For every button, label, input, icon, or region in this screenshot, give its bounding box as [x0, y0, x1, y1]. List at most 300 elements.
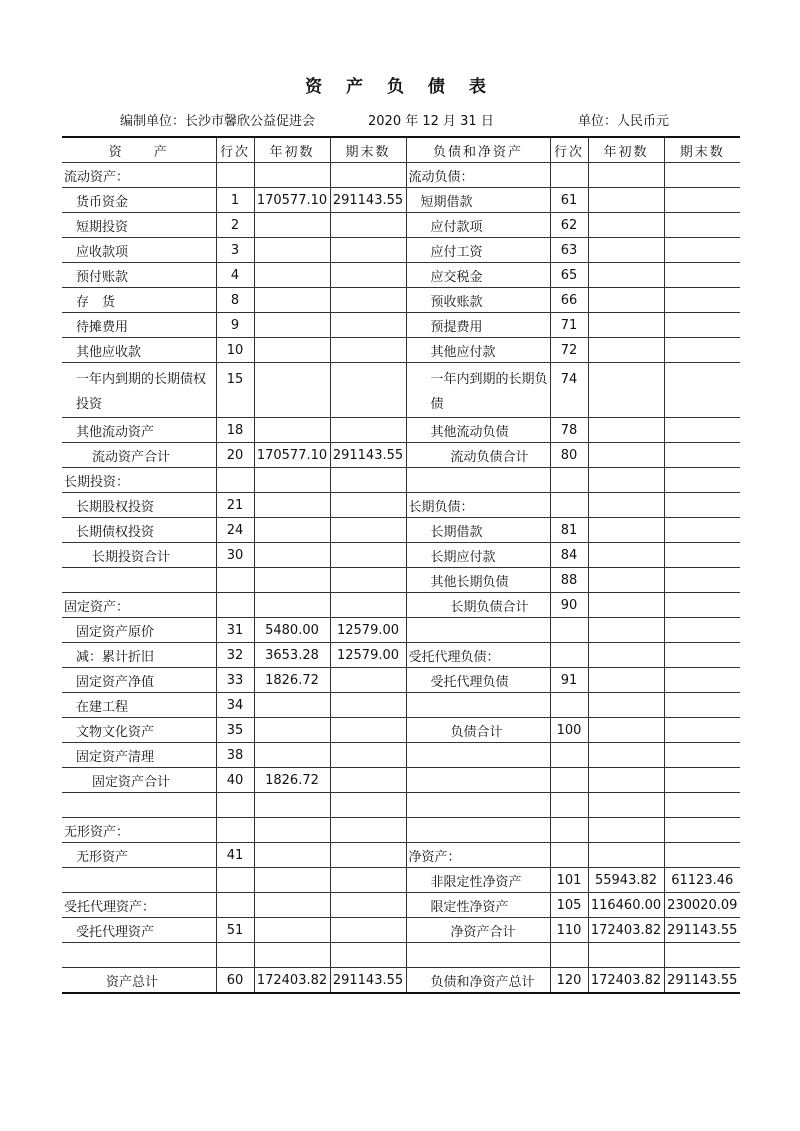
liability-ending	[664, 618, 740, 643]
table-row	[62, 338, 740, 363]
liability-beginning	[588, 843, 664, 868]
liability-line-no: 88	[550, 568, 588, 593]
liability-line-no	[550, 743, 588, 768]
asset-ending	[330, 668, 406, 693]
liability-beginning: 172403.82	[588, 918, 664, 943]
asset-line-no: 10	[216, 338, 254, 363]
asset-item: 无形资产	[62, 843, 216, 868]
asset-beginning	[254, 338, 330, 363]
asset-beginning	[254, 818, 330, 843]
asset-ending	[330, 718, 406, 743]
asset-line-no	[216, 943, 254, 968]
table-row	[62, 213, 740, 238]
asset-ending	[330, 543, 406, 568]
liability-line-no	[550, 818, 588, 843]
liability-line-no	[550, 768, 588, 793]
table-row	[62, 188, 740, 213]
liability-item: 净资产：	[406, 843, 550, 868]
table-row	[62, 743, 740, 768]
asset-beginning	[254, 543, 330, 568]
reporting-unit: 编制单位：长沙市馨欣公益促进会	[120, 114, 316, 129]
header-line-no-right: 行次	[550, 137, 588, 163]
asset-ending	[330, 238, 406, 263]
liability-line-no: 61	[550, 188, 588, 213]
liability-line-no	[550, 693, 588, 718]
liability-item: 其他流动负债	[406, 418, 550, 443]
liability-beginning	[588, 418, 664, 443]
liability-ending	[664, 493, 740, 518]
asset-item: 资产总计	[62, 968, 216, 994]
asset-beginning	[254, 718, 330, 743]
table-row	[62, 593, 740, 618]
liability-item	[406, 793, 550, 818]
header-ending-balance: 期末数	[330, 137, 406, 163]
liability-line-no: 62	[550, 213, 588, 238]
liability-item: 负债合计	[406, 718, 550, 743]
liability-line-no: 72	[550, 338, 588, 363]
asset-item: 减：累计折旧	[62, 643, 216, 668]
liability-item: 限定性净资产	[406, 893, 550, 918]
asset-beginning	[254, 163, 330, 188]
liability-ending	[664, 768, 740, 793]
table-row	[62, 643, 740, 668]
asset-beginning	[254, 468, 330, 493]
header-beginning-balance: 年初数	[254, 137, 330, 163]
asset-line-no: 2	[216, 213, 254, 238]
liability-ending	[664, 288, 740, 313]
liability-beginning	[588, 163, 664, 188]
asset-ending: 12579.00	[330, 643, 406, 668]
liability-item: 受托代理负债：	[406, 643, 550, 668]
asset-item: 固定资产净值	[62, 668, 216, 693]
asset-beginning: 1826.72	[254, 668, 330, 693]
header-beginning-balance-right: 年初数	[588, 137, 664, 163]
table-body	[62, 163, 740, 994]
asset-item: 长期投资：	[62, 468, 216, 493]
asset-ending	[330, 693, 406, 718]
asset-line-no	[216, 868, 254, 893]
asset-ending: 291143.55	[330, 188, 406, 213]
asset-ending	[330, 768, 406, 793]
asset-item	[62, 868, 216, 893]
liability-item: 应付款项	[406, 213, 550, 238]
asset-item: 受托代理资产	[62, 918, 216, 943]
table-row	[62, 163, 740, 188]
liability-line-no	[550, 618, 588, 643]
asset-line-no: 8	[216, 288, 254, 313]
asset-beginning: 3653.28	[254, 643, 330, 668]
liability-line-no: 101	[550, 868, 588, 893]
liability-beginning	[588, 363, 664, 418]
asset-line-no: 33	[216, 668, 254, 693]
table-row	[62, 468, 740, 493]
liability-item: 一年内到期的长期负债	[406, 363, 550, 418]
asset-ending: 291143.55	[330, 443, 406, 468]
liability-item: 净资产合计	[406, 918, 550, 943]
table-row	[62, 718, 740, 743]
liability-item: 长期负债合计	[406, 593, 550, 618]
liability-line-no: 80	[550, 443, 588, 468]
asset-item: 在建工程	[62, 693, 216, 718]
liability-item: 长期应付款	[406, 543, 550, 568]
asset-ending	[330, 163, 406, 188]
asset-ending	[330, 418, 406, 443]
asset-line-no: 3	[216, 238, 254, 263]
header-ending-balance-right: 期末数	[664, 137, 740, 163]
liability-item: 长期负债：	[406, 493, 550, 518]
liability-item: 应交税金	[406, 263, 550, 288]
asset-item: 其他流动资产	[62, 418, 216, 443]
liability-ending	[664, 163, 740, 188]
asset-beginning	[254, 693, 330, 718]
liability-beginning: 55943.82	[588, 868, 664, 893]
liability-line-no: 63	[550, 238, 588, 263]
liability-ending	[664, 668, 740, 693]
asset-beginning	[254, 593, 330, 618]
header-line-no: 行次	[216, 137, 254, 163]
liability-line-no: 81	[550, 518, 588, 543]
asset-beginning	[254, 793, 330, 818]
liability-ending	[664, 213, 740, 238]
liability-beginning	[588, 313, 664, 338]
asset-line-no: 35	[216, 718, 254, 743]
asset-item: 应收款项	[62, 238, 216, 263]
asset-item	[62, 793, 216, 818]
asset-beginning	[254, 418, 330, 443]
liability-ending: 230020.09	[664, 893, 740, 918]
liability-beginning	[588, 288, 664, 313]
asset-ending	[330, 943, 406, 968]
asset-item: 固定资产：	[62, 593, 216, 618]
asset-beginning: 1826.72	[254, 768, 330, 793]
asset-ending	[330, 843, 406, 868]
asset-beginning	[254, 288, 330, 313]
liability-item: 长期借款	[406, 518, 550, 543]
liability-ending	[664, 718, 740, 743]
asset-ending: 291143.55	[330, 968, 406, 994]
liability-beginning	[588, 213, 664, 238]
liability-ending	[664, 943, 740, 968]
asset-beginning	[254, 743, 330, 768]
liability-beginning	[588, 693, 664, 718]
asset-item: 长期股权投资	[62, 493, 216, 518]
asset-line-no	[216, 468, 254, 493]
asset-item: 货币资金	[62, 188, 216, 213]
table-row	[62, 793, 740, 818]
liability-ending	[664, 443, 740, 468]
liability-ending	[664, 543, 740, 568]
liability-ending	[664, 818, 740, 843]
asset-beginning	[254, 893, 330, 918]
asset-line-no	[216, 893, 254, 918]
asset-item: 受托代理资产：	[62, 893, 216, 918]
asset-line-no: 32	[216, 643, 254, 668]
liability-beginning	[588, 338, 664, 363]
table-row	[62, 893, 740, 918]
liability-ending	[664, 363, 740, 418]
table-row	[62, 843, 740, 868]
table-row	[62, 418, 740, 443]
table-row	[62, 918, 740, 943]
liability-line-no	[550, 843, 588, 868]
asset-line-no: 38	[216, 743, 254, 768]
asset-line-no: 20	[216, 443, 254, 468]
table-row	[62, 288, 740, 313]
asset-ending	[330, 818, 406, 843]
asset-item: 流动资产合计	[62, 443, 216, 468]
liability-ending	[664, 518, 740, 543]
asset-item: 固定资产清理	[62, 743, 216, 768]
table-row	[62, 943, 740, 968]
asset-item: 短期投资	[62, 213, 216, 238]
asset-item	[62, 568, 216, 593]
asset-ending	[330, 918, 406, 943]
liability-ending	[664, 793, 740, 818]
asset-item: 长期投资合计	[62, 543, 216, 568]
asset-ending	[330, 493, 406, 518]
asset-ending	[330, 893, 406, 918]
liability-beginning	[588, 618, 664, 643]
liability-item: 流动负债合计	[406, 443, 550, 468]
asset-line-no: 51	[216, 918, 254, 943]
asset-ending	[330, 313, 406, 338]
asset-ending	[330, 288, 406, 313]
asset-item: 固定资产合计	[62, 768, 216, 793]
liability-line-no: 66	[550, 288, 588, 313]
liability-item: 短期借款	[406, 188, 550, 213]
liability-beginning	[588, 668, 664, 693]
liability-ending	[664, 568, 740, 593]
liability-ending	[664, 843, 740, 868]
table-row	[62, 693, 740, 718]
liability-beginning	[588, 743, 664, 768]
asset-beginning	[254, 363, 330, 418]
asset-line-no	[216, 593, 254, 618]
asset-beginning: 170577.10	[254, 188, 330, 213]
document-title: 资 产 负 债 表	[305, 77, 495, 97]
asset-beginning	[254, 493, 330, 518]
liability-line-no	[550, 493, 588, 518]
asset-ending	[330, 263, 406, 288]
table-row	[62, 493, 740, 518]
asset-line-no: 18	[216, 418, 254, 443]
asset-beginning	[254, 213, 330, 238]
liability-ending: 291143.55	[664, 968, 740, 994]
table-row	[62, 238, 740, 263]
asset-beginning: 172403.82	[254, 968, 330, 994]
asset-item	[62, 943, 216, 968]
liability-item: 预提费用	[406, 313, 550, 338]
liability-line-no	[550, 943, 588, 968]
asset-beginning	[254, 918, 330, 943]
asset-line-no: 40	[216, 768, 254, 793]
liability-beginning	[588, 818, 664, 843]
liability-ending	[664, 238, 740, 263]
asset-beginning	[254, 313, 330, 338]
table-row	[62, 868, 740, 893]
liability-line-no: 65	[550, 263, 588, 288]
asset-line-no: 31	[216, 618, 254, 643]
liability-line-no: 91	[550, 668, 588, 693]
table-row	[62, 543, 740, 568]
header-liabilities-net-assets: 负债和净资产	[406, 137, 550, 163]
liability-beginning	[588, 468, 664, 493]
liability-item	[406, 468, 550, 493]
liability-line-no: 84	[550, 543, 588, 568]
liability-line-no: 120	[550, 968, 588, 994]
liability-beginning: 116460.00	[588, 893, 664, 918]
liability-ending: 291143.55	[664, 918, 740, 943]
liability-beginning	[588, 493, 664, 518]
asset-line-no: 21	[216, 493, 254, 518]
asset-line-no: 41	[216, 843, 254, 868]
asset-line-no	[216, 818, 254, 843]
liability-ending	[664, 743, 740, 768]
liability-beginning	[588, 943, 664, 968]
liability-beginning	[588, 643, 664, 668]
table-row	[62, 618, 740, 643]
liability-beginning: 172403.82	[588, 968, 664, 994]
liability-item: 应付工资	[406, 238, 550, 263]
asset-line-no: 24	[216, 518, 254, 543]
liability-line-no: 110	[550, 918, 588, 943]
liability-line-no	[550, 643, 588, 668]
asset-item: 其他应收款	[62, 338, 216, 363]
liability-item	[406, 743, 550, 768]
table-row	[62, 818, 740, 843]
asset-line-no: 60	[216, 968, 254, 994]
asset-ending	[330, 568, 406, 593]
liability-ending	[664, 468, 740, 493]
liability-line-no: 78	[550, 418, 588, 443]
asset-item: 长期债权投资	[62, 518, 216, 543]
liability-line-no	[550, 793, 588, 818]
asset-item: 预付账款	[62, 263, 216, 288]
asset-item: 文物文化资产	[62, 718, 216, 743]
liability-item: 非限定性净资产	[406, 868, 550, 893]
asset-item: 流动资产：	[62, 163, 216, 188]
asset-item: 存 货	[62, 288, 216, 313]
liability-ending: 61123.46	[664, 868, 740, 893]
asset-line-no	[216, 163, 254, 188]
liability-item	[406, 818, 550, 843]
liability-ending	[664, 593, 740, 618]
liability-item: 其他应付款	[406, 338, 550, 363]
liability-item	[406, 943, 550, 968]
asset-line-no: 34	[216, 693, 254, 718]
asset-ending	[330, 213, 406, 238]
liability-line-no: 71	[550, 313, 588, 338]
balance-sheet-table	[62, 136, 740, 994]
asset-beginning	[254, 868, 330, 893]
table-row	[62, 668, 740, 693]
table-row	[62, 443, 740, 468]
header-assets: 资 产	[62, 137, 216, 163]
asset-line-no	[216, 568, 254, 593]
currency-unit: 单位：人民币元	[578, 114, 670, 129]
asset-ending	[330, 518, 406, 543]
liability-item: 预收账款	[406, 288, 550, 313]
asset-line-no: 15	[216, 363, 254, 418]
asset-ending: 12579.00	[330, 618, 406, 643]
liability-ending	[664, 693, 740, 718]
liability-beginning	[588, 793, 664, 818]
liability-ending	[664, 643, 740, 668]
liability-line-no	[550, 163, 588, 188]
table-row	[62, 568, 740, 593]
table-total-row	[62, 968, 740, 994]
table-row	[62, 263, 740, 288]
asset-ending	[330, 868, 406, 893]
asset-ending	[330, 793, 406, 818]
asset-beginning	[254, 843, 330, 868]
asset-beginning	[254, 518, 330, 543]
asset-ending	[330, 363, 406, 418]
asset-beginning	[254, 943, 330, 968]
liability-item	[406, 618, 550, 643]
table-row	[62, 363, 740, 418]
liability-item	[406, 768, 550, 793]
asset-item: 一年内到期的长期债权投资	[62, 363, 216, 418]
liability-item	[406, 693, 550, 718]
asset-beginning	[254, 238, 330, 263]
asset-ending	[330, 593, 406, 618]
liability-item: 受托代理负债	[406, 668, 550, 693]
asset-item: 无形资产：	[62, 818, 216, 843]
liability-ending	[664, 338, 740, 363]
asset-line-no	[216, 793, 254, 818]
liability-line-no: 90	[550, 593, 588, 618]
liability-beginning	[588, 443, 664, 468]
liability-line-no: 100	[550, 718, 588, 743]
asset-line-no: 4	[216, 263, 254, 288]
asset-ending	[330, 338, 406, 363]
asset-beginning: 5480.00	[254, 618, 330, 643]
liability-ending	[664, 313, 740, 338]
asset-beginning	[254, 263, 330, 288]
liability-item: 负债和净资产总计	[406, 968, 550, 994]
asset-ending	[330, 468, 406, 493]
table-header-row	[62, 137, 740, 163]
asset-item: 固定资产原价	[62, 618, 216, 643]
asset-line-no: 1	[216, 188, 254, 213]
asset-line-no: 9	[216, 313, 254, 338]
liability-beginning	[588, 593, 664, 618]
liability-ending	[664, 418, 740, 443]
table-row	[62, 313, 740, 338]
asset-beginning: 170577.10	[254, 443, 330, 468]
liability-beginning	[588, 263, 664, 288]
liability-line-no	[550, 468, 588, 493]
asset-beginning	[254, 568, 330, 593]
liability-beginning	[588, 543, 664, 568]
liability-line-no: 74	[550, 363, 588, 418]
liability-item: 其他长期负债	[406, 568, 550, 593]
report-date: 2020 年 12 月 31 日	[368, 114, 494, 129]
liability-beginning	[588, 718, 664, 743]
asset-line-no: 30	[216, 543, 254, 568]
liability-beginning	[588, 768, 664, 793]
liability-ending	[664, 263, 740, 288]
table-row	[62, 768, 740, 793]
asset-item: 待摊费用	[62, 313, 216, 338]
table-row	[62, 518, 740, 543]
liability-beginning	[588, 518, 664, 543]
liability-line-no: 105	[550, 893, 588, 918]
liability-item: 流动负债：	[406, 163, 550, 188]
asset-ending	[330, 743, 406, 768]
liability-beginning	[588, 188, 664, 213]
